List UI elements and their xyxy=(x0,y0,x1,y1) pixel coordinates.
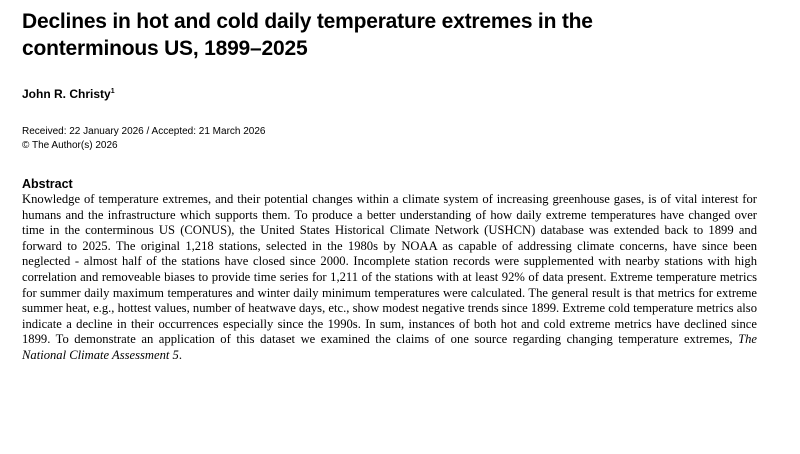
author-line xyxy=(22,86,782,102)
abstract-text-main: Knowledge of temperature extremes, and their potential changes within a climate system of increasing greenhouse gases, is of vital interest for humans and the infrastructure which supports them. To produce a better understanding of how daily extreme temperatures have changed over time in the conterminous US (CONUS), the United States Historical Climate Network (USHCN) database was extended back to 1899 and forward to 2025. The original 1,218 stations, selected in the 1980s by NOAA as capable of addressing climate concerns, have since been neglected - almost half of the stations have closed since 2000. Incomplete station records were supplemented with nearby stations with high correlation and removeable biases to provide time series for 1,211 of the stations with at least 92% of data present. Extreme temperature metrics for summer daily maximum temperatures and winter daily minimum temperatures were calculated. The general result is that metrics for extreme summer heat, e.g., hottest values, number of heatwave days, etc., show modest negative trends since 1899. Extreme cold temperature metrics also indicate a decline in their occurrences especially since the 1990s. In sum, instances of both hot and cold extreme metrics have declined since 1899. To demonstrate an application of this dataset we examined the claims of one source regarding changing temperature extremes, xyxy=(22,192,757,347)
article-page xyxy=(22,8,782,364)
author-name: John R. Christy xyxy=(22,87,111,101)
article-title xyxy=(22,8,782,62)
abstract-text-end: . xyxy=(178,347,182,362)
abstract-text-italic: The National Climate Assessment 5 xyxy=(22,332,757,362)
copyright-notice: © The Author(s) 2026 xyxy=(22,140,118,151)
abstract-heading: Abstract xyxy=(22,177,73,191)
affiliation-mark: 1 xyxy=(110,88,115,95)
article-meta xyxy=(22,125,782,153)
abstract-body xyxy=(22,192,757,364)
title-line-2: conterminous US, 1899–2025 xyxy=(22,37,308,60)
title-line-1: Declines in hot and cold daily temperature extremes in the xyxy=(22,10,593,33)
received-accepted-dates: Received: 22 January 2026 / Accepted: 21 March 2026 xyxy=(22,126,266,137)
